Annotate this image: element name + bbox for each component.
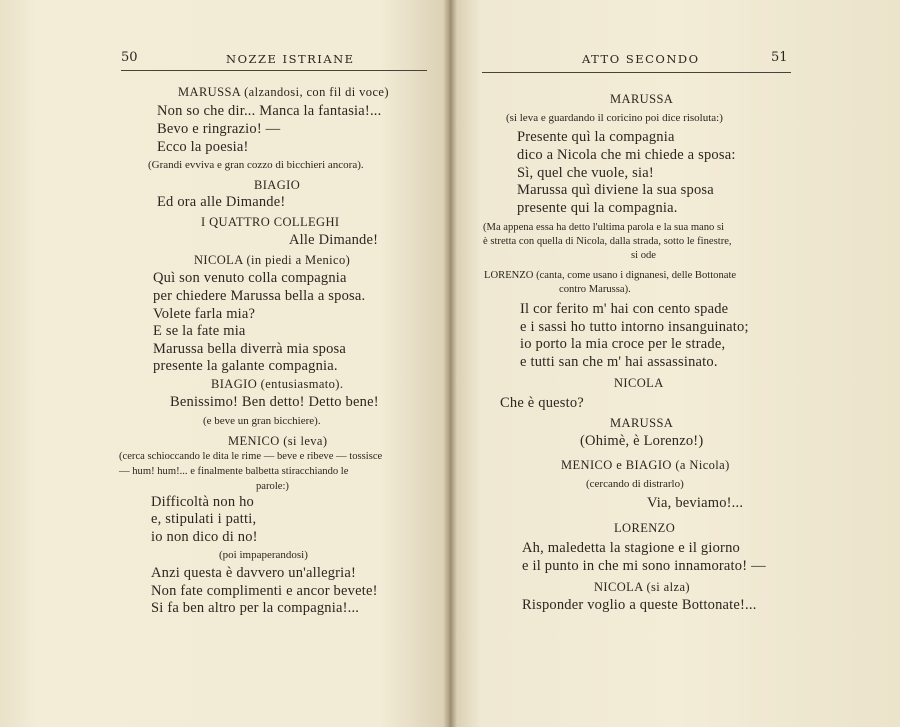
stage-direction: (e beve un gran bicchiere). <box>203 415 321 427</box>
verse-line: Ed ora alle Dimande! <box>157 194 286 210</box>
speaker-heading: NICOLA <box>614 376 664 390</box>
verse-line: Volete farla mia? <box>153 306 256 322</box>
stage-direction: (Grandi evviva e gran cozzo di bicchieri ancora). <box>148 159 364 171</box>
verse-line: Marussa quì diviene la sua sposa <box>517 182 714 198</box>
speaker-heading: BIAGIO <box>254 178 301 192</box>
verse-line: Benissimo! Ben detto! Detto bene! <box>170 394 379 410</box>
speaker-heading: MARUSSA <box>610 416 674 430</box>
speaker-heading: MENICO e BIAGIO (a Nicola) <box>561 458 730 472</box>
stage-direction: (cercando di distrarlo) <box>586 478 684 490</box>
verse-line: (Ohimè, è Lorenzo!) <box>580 433 704 449</box>
speaker-heading: MENICO (si leva) <box>228 434 328 448</box>
running-title: NOZZE ISTRIANE <box>226 52 355 66</box>
verse-line: io porto la mia croce per le strade, <box>520 336 726 352</box>
verse-line: Alle Dimande! <box>289 232 379 248</box>
page-number: 51 <box>771 50 788 65</box>
speaker-heading: I QUATTRO COLLEGHI <box>201 215 340 229</box>
verse-line: Anzi questa è davvero un'allegria! <box>151 565 357 581</box>
verse-line: dico a Nicola che mi chiede a sposa: <box>517 147 736 163</box>
verse-line: Che è questo? <box>500 395 584 411</box>
stage-direction: si ode <box>631 250 657 261</box>
running-title: ATTO SECONDO <box>582 52 700 66</box>
verse-line: Bevo e ringrazio! — <box>157 121 281 137</box>
verse-line: e, stipulati i patti, <box>151 511 257 527</box>
verse-line: io non dico di no! <box>151 529 258 545</box>
speaker-heading: LORENZO (canta, come usano i dignanesi, delle Bottonate <box>484 270 737 281</box>
stage-direction: contro Marussa). <box>559 284 631 295</box>
verse-line: Il cor ferito m' hai con cento spade <box>520 301 729 317</box>
verse-line: Sì, quel che vuole, sia! <box>517 165 654 181</box>
stage-direction: (Ma appena essa ha detto l'ultima parola e la sua mano si <box>483 222 725 233</box>
verse-line: e tutti san che m' hai assassinato. <box>520 354 718 370</box>
speaker-heading: LORENZO <box>614 521 676 535</box>
speaker-heading: MARUSSA (alzandosi, con fil di voce) <box>178 85 389 99</box>
verse-line: per chiedere Marussa bella a sposa. <box>153 288 366 304</box>
speaker-heading: MARUSSA <box>610 92 674 106</box>
verse-line: Risponder voglio a queste Bottonate!... <box>522 597 757 613</box>
verse-line: Presente quì la compagnia <box>517 129 675 145</box>
verse-line: presente qui la compagnia. <box>517 200 678 216</box>
speaker-heading: NICOLA (in piedi a Menico) <box>194 253 351 267</box>
verse-line: Difficoltà non ho <box>151 494 255 510</box>
stage-direction: (si leva e guardando il coricino poi dice risoluta:) <box>506 112 723 124</box>
stage-direction: (poi impaperandosi) <box>219 549 308 561</box>
verse-line: Ecco la poesia! <box>157 139 249 155</box>
header-rule <box>482 72 791 73</box>
verse-line: presente la galante compagnia. <box>153 358 338 374</box>
stage-direction: (cerca schioccando le dita le rime — beve e ribeve — tossisce <box>119 451 383 462</box>
verse-line: Non fate complimenti e ancor bevete! <box>151 583 378 599</box>
page-number: 50 <box>121 50 138 65</box>
stage-direction: parole:) <box>256 481 289 492</box>
verse-line: Si fa ben altro per la compagnia!... <box>151 600 360 616</box>
right-page <box>449 0 900 727</box>
verse-line: Via, beviamo!... <box>647 495 744 511</box>
speaker-heading: NICOLA (si alza) <box>594 580 690 594</box>
verse-line: E se la fate mia <box>153 323 246 339</box>
header-rule <box>121 70 427 71</box>
stage-direction: — hum! hum!... e finalmente balbetta stiracchiando le <box>119 466 349 477</box>
verse-line: e i sassi ho tutto intorno insanguinato; <box>520 319 749 335</box>
verse-line: Marussa bella diverrà mia sposa <box>153 341 347 357</box>
stage-direction: è stretta con quella di Nicola, dalla strada, sotto le finestre, <box>483 236 732 247</box>
verse-line: e il punto in che mi sono innamorato! — <box>522 558 766 574</box>
verse-line: Ah, maledetta la stagione e il giorno <box>522 540 740 556</box>
verse-line: Quì son venuto colla compagnia <box>153 270 347 286</box>
left-page <box>0 0 449 727</box>
book-gutter <box>443 0 457 727</box>
speaker-heading: BIAGIO (entusiasmato). <box>211 377 344 391</box>
verse-line: Non so che dir... Manca la fantasia!... <box>157 103 382 119</box>
